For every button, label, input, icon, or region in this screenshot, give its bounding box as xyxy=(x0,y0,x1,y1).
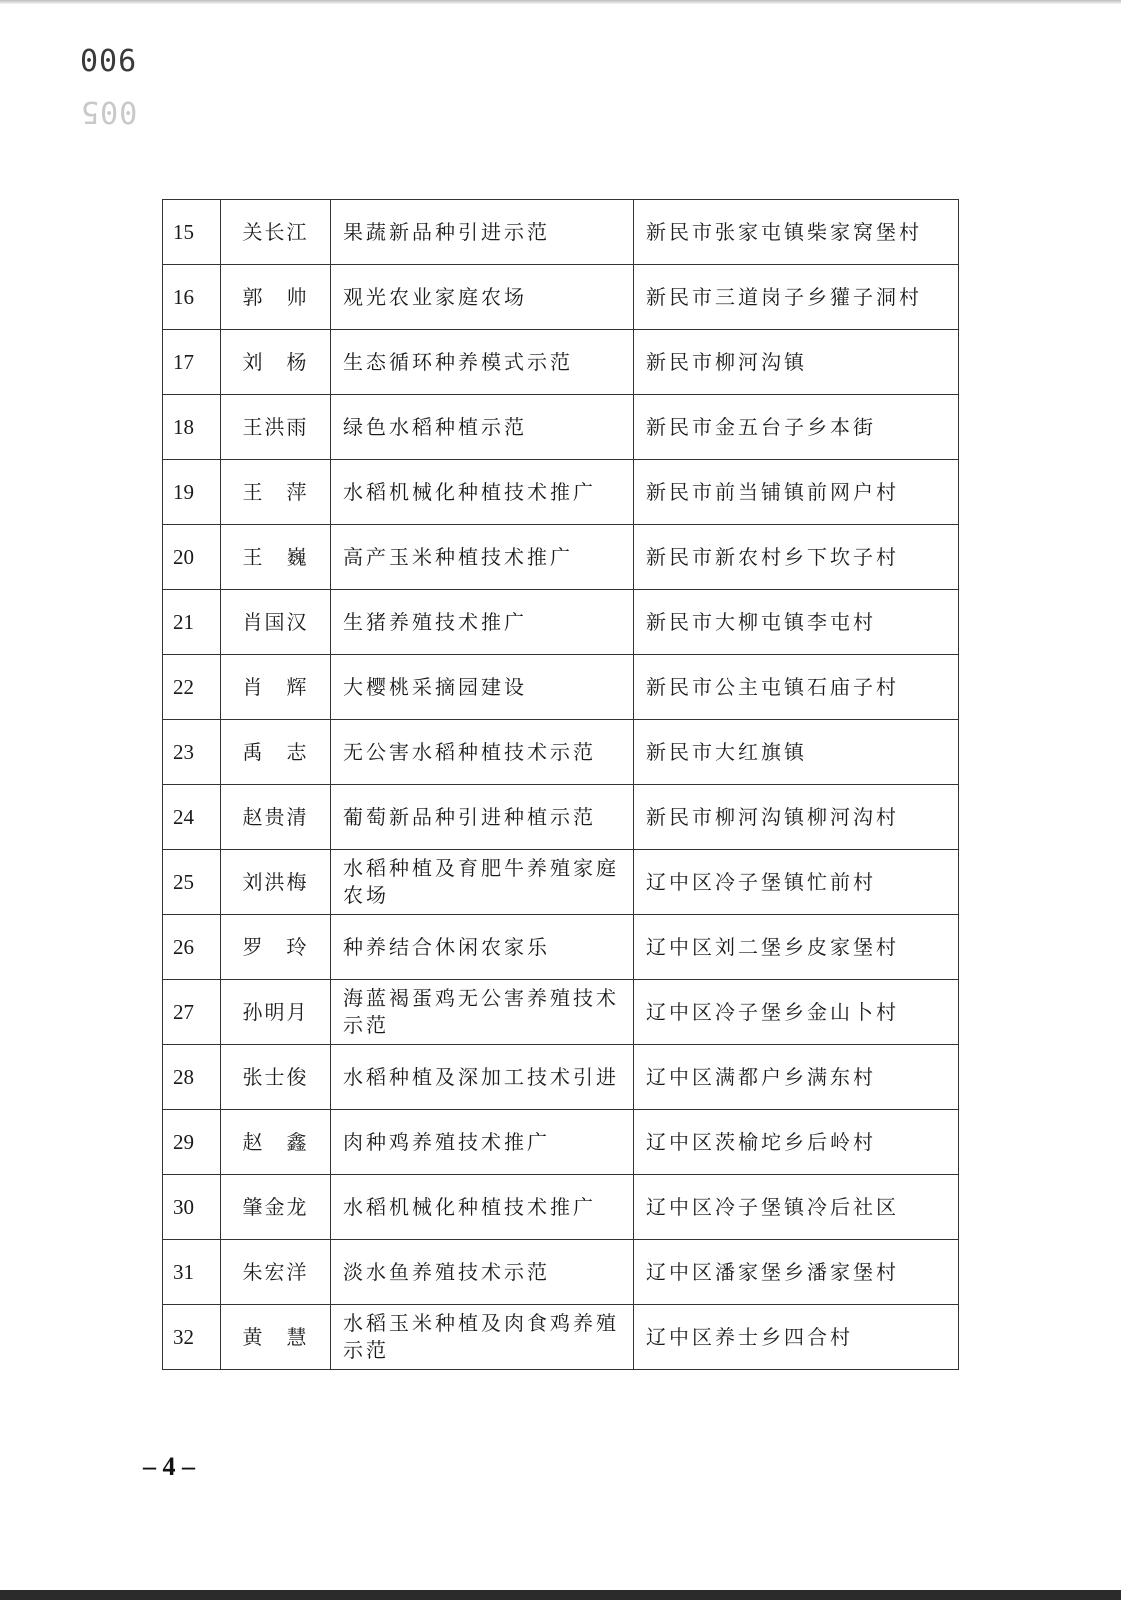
person-name: 肖 辉 xyxy=(221,655,331,720)
table-row xyxy=(163,525,959,590)
roster-table-body xyxy=(163,200,959,1370)
table-row xyxy=(163,1045,959,1110)
table-row xyxy=(163,590,959,655)
row-number: 20 xyxy=(163,525,221,590)
row-number: 29 xyxy=(163,1110,221,1175)
table-row xyxy=(163,1175,959,1240)
location: 辽中区冷子堡镇冷后社区 xyxy=(634,1175,959,1240)
row-number: 31 xyxy=(163,1240,221,1305)
location: 辽中区冷子堡镇忙前村 xyxy=(634,850,959,915)
location: 新民市柳河沟镇柳河沟村 xyxy=(634,785,959,850)
person-name: 肖国汉 xyxy=(221,590,331,655)
row-number: 28 xyxy=(163,1045,221,1110)
row-number: 27 xyxy=(163,980,221,1045)
project-title: 水稻机械化种植技术推广 xyxy=(331,460,634,525)
project-title: 生态循环种养模式示范 xyxy=(331,330,634,395)
location: 辽中区潘家堡乡潘家堡村 xyxy=(634,1240,959,1305)
row-number: 25 xyxy=(163,850,221,915)
person-name: 刘洪梅 xyxy=(221,850,331,915)
row-number: 15 xyxy=(163,200,221,265)
row-number: 24 xyxy=(163,785,221,850)
table-row xyxy=(163,1240,959,1305)
table-row xyxy=(163,265,959,330)
table-row xyxy=(163,395,959,460)
location: 新民市公主屯镇石庙子村 xyxy=(634,655,959,720)
location: 新民市大红旗镇 xyxy=(634,720,959,785)
location: 新民市前当铺镇前网户村 xyxy=(634,460,959,525)
location: 新民市张家屯镇柴家窝堡村 xyxy=(634,200,959,265)
row-number: 32 xyxy=(163,1305,221,1370)
project-title: 大樱桃采摘园建设 xyxy=(331,655,634,720)
person-name: 王洪雨 xyxy=(221,395,331,460)
person-name: 关长江 xyxy=(221,200,331,265)
page-stamp-bleedthrough: 005 xyxy=(80,94,138,129)
row-number: 26 xyxy=(163,915,221,980)
person-name: 王 萍 xyxy=(221,460,331,525)
table-row xyxy=(163,720,959,785)
table-row xyxy=(163,1110,959,1175)
project-title: 水稻玉米种植及肉食鸡养殖示范 xyxy=(331,1305,634,1370)
location: 新民市新农村乡下坎子村 xyxy=(634,525,959,590)
project-title: 淡水鱼养殖技术示范 xyxy=(331,1240,634,1305)
table-row xyxy=(163,915,959,980)
person-name: 郭 帅 xyxy=(221,265,331,330)
person-name: 张士俊 xyxy=(221,1045,331,1110)
project-title: 葡萄新品种引进种植示范 xyxy=(331,785,634,850)
location: 辽中区刘二堡乡皮家堡村 xyxy=(634,915,959,980)
project-title: 海蓝褐蛋鸡无公害养殖技术示范 xyxy=(331,980,634,1045)
table-row xyxy=(163,850,959,915)
person-name: 罗 玲 xyxy=(221,915,331,980)
table-row xyxy=(163,460,959,525)
project-title: 水稻种植及育肥牛养殖家庭农场 xyxy=(331,850,634,915)
location: 辽中区茨榆坨乡后岭村 xyxy=(634,1110,959,1175)
project-title: 生猪养殖技术推广 xyxy=(331,590,634,655)
person-name: 黄 慧 xyxy=(221,1305,331,1370)
location: 新民市三道岗子乡獾子洞村 xyxy=(634,265,959,330)
project-title: 肉种鸡养殖技术推广 xyxy=(331,1110,634,1175)
person-name: 肇金龙 xyxy=(221,1175,331,1240)
person-name: 朱宏洋 xyxy=(221,1240,331,1305)
roster-table xyxy=(162,199,959,1370)
row-number: 17 xyxy=(163,330,221,395)
table-row xyxy=(163,655,959,720)
location: 辽中区养士乡四合村 xyxy=(634,1305,959,1370)
person-name: 禹 志 xyxy=(221,720,331,785)
row-number: 22 xyxy=(163,655,221,720)
scan-bottom-edge xyxy=(0,1590,1121,1600)
table-row xyxy=(163,200,959,265)
table-row xyxy=(163,1305,959,1370)
row-number: 21 xyxy=(163,590,221,655)
page-number: – 4 – xyxy=(143,1452,195,1481)
project-title: 高产玉米种植技术推广 xyxy=(331,525,634,590)
project-title: 无公害水稻种植技术示范 xyxy=(331,720,634,785)
scan-top-edge xyxy=(0,0,1121,4)
table-row xyxy=(163,785,959,850)
person-name: 王 巍 xyxy=(221,525,331,590)
location: 新民市柳河沟镇 xyxy=(634,330,959,395)
row-number: 18 xyxy=(163,395,221,460)
row-number: 23 xyxy=(163,720,221,785)
person-name: 赵贵清 xyxy=(221,785,331,850)
project-title: 绿色水稻种植示范 xyxy=(331,395,634,460)
table-row xyxy=(163,980,959,1045)
row-number: 30 xyxy=(163,1175,221,1240)
person-name: 刘 杨 xyxy=(221,330,331,395)
row-number: 16 xyxy=(163,265,221,330)
project-title: 观光农业家庭农场 xyxy=(331,265,634,330)
project-title: 种养结合休闲农家乐 xyxy=(331,915,634,980)
row-number: 19 xyxy=(163,460,221,525)
location: 辽中区满都户乡满东村 xyxy=(634,1045,959,1110)
person-name: 赵 鑫 xyxy=(221,1110,331,1175)
project-title: 水稻种植及深加工技术引进 xyxy=(331,1045,634,1110)
page-stamp: 006 xyxy=(80,44,138,79)
project-title: 水稻机械化种植技术推广 xyxy=(331,1175,634,1240)
location: 新民市大柳屯镇李屯村 xyxy=(634,590,959,655)
table-row xyxy=(163,330,959,395)
location: 辽中区冷子堡乡金山卜村 xyxy=(634,980,959,1045)
location: 新民市金五台子乡本街 xyxy=(634,395,959,460)
project-title: 果蔬新品种引进示范 xyxy=(331,200,634,265)
person-name: 孙明月 xyxy=(221,980,331,1045)
